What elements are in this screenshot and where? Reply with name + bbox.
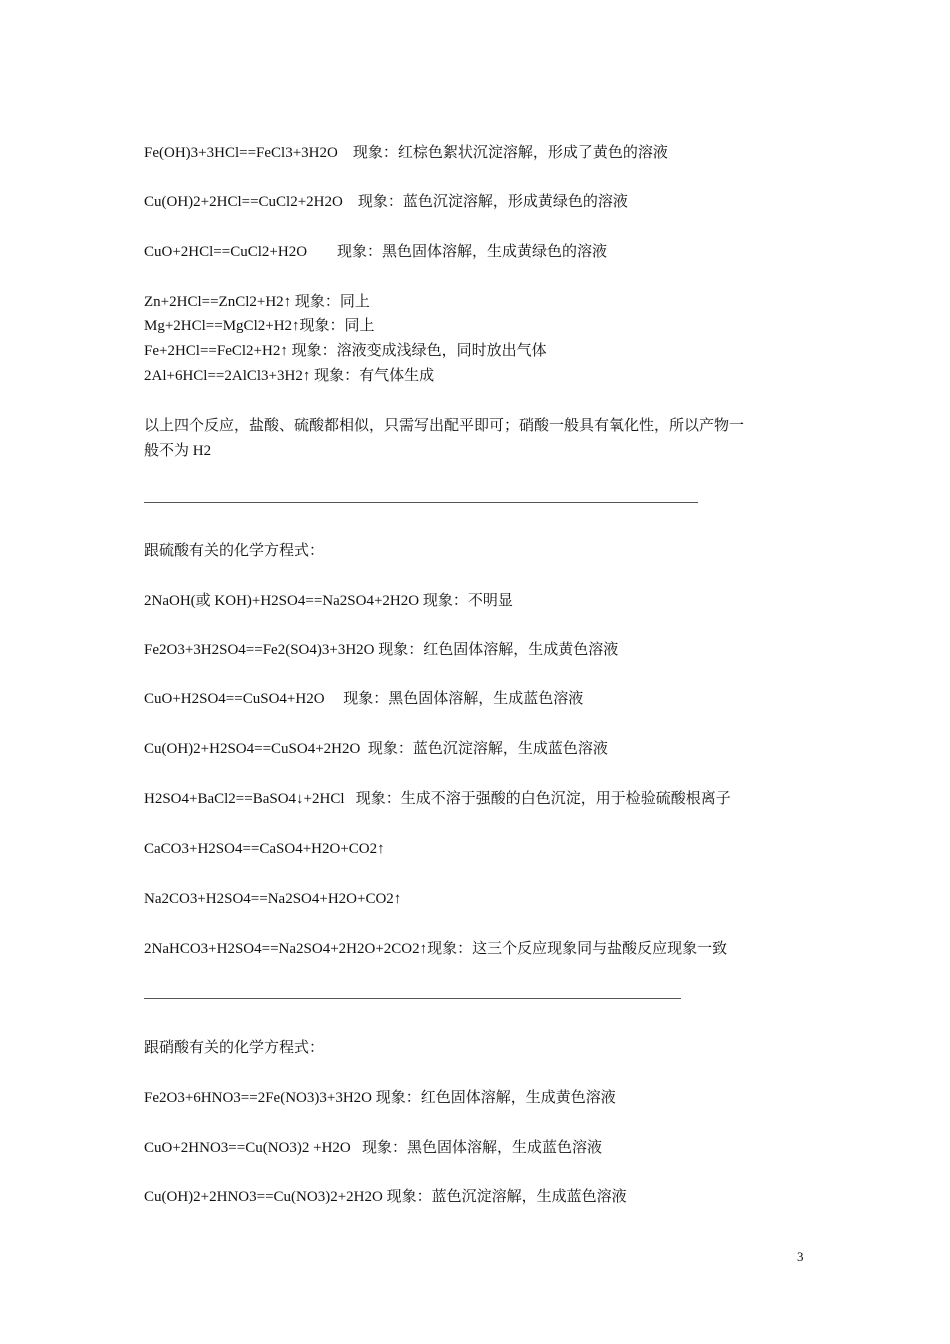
equation-line: H2SO4+BaCl2==BaSO4↓+2HCl 现象：生成不溶于强酸的白色沉淀，用于检验硫酸根离子 bbox=[144, 791, 731, 807]
page-number: 3 bbox=[797, 1249, 804, 1264]
equation-line: 2NaOH(或 KOH)+H2SO4==Na2SO4+2H2O 现象：不明显 bbox=[144, 593, 513, 609]
section-divider bbox=[144, 998, 681, 999]
note-paragraph-line: 般不为 H2 bbox=[144, 443, 212, 459]
equation-line: Cu(OH)2+2HCl==CuCl2+2H2O 现象：蓝色沉淀溶解，形成黄绿色的溶液 bbox=[144, 194, 628, 210]
equation-line: Cu(OH)2+2HNO3==Cu(NO3)2+2H2O 现象：蓝色沉淀溶解，生成蓝色溶液 bbox=[144, 1189, 627, 1205]
section-divider bbox=[144, 502, 698, 503]
equation-line: CaCO3+H2SO4==CaSO4+H2O+CO2↑ bbox=[144, 841, 385, 857]
equation-line: Na2CO3+H2SO4==Na2SO4+H2O+CO2↑ bbox=[144, 891, 402, 907]
section-heading: 跟硝酸有关的化学方程式： bbox=[144, 1040, 325, 1056]
equation-line: CuO+H2SO4==CuSO4+H2O 现象：黑色固体溶解，生成蓝色溶液 bbox=[144, 691, 584, 707]
equation-line: CuO+2HNO3==Cu(NO3)2 +H2O 现象：黑色固体溶解，生成蓝色溶液 bbox=[144, 1140, 602, 1156]
equation-line: Cu(OH)2+H2SO4==CuSO4+2H2O 现象：蓝色沉淀溶解，生成蓝色溶液 bbox=[144, 741, 608, 757]
equation-line: Fe(OH)3+3HCl==FeCl3+3H2O 现象：红棕色絮状沉淀溶解，形成了黄色的溶液 bbox=[144, 145, 668, 161]
equation-line: 2NaHCO3+H2SO4==Na2SO4+2H2O+2CO2↑现象：这三个反应现象同与盐酸反应现象一致 bbox=[144, 941, 728, 957]
note-paragraph-line: 以上四个反应，盐酸、硫酸都相似，只需写出配平即可；硝酸一般具有氧化性，所以产物一 bbox=[144, 418, 745, 434]
section-heading: 跟硫酸有关的化学方程式： bbox=[144, 543, 325, 559]
equation-line: CuO+2HCl==CuCl2+H2O 现象：黑色固体溶解，生成黄绿色的溶液 bbox=[144, 244, 608, 260]
equation-line: Fe2O3+3H2SO4==Fe2(SO4)3+3H2O 现象：红色固体溶解，生成黄色溶液 bbox=[144, 642, 619, 658]
equation-line: Zn+2HCl==ZnCl2+H2↑ 现象：同上 bbox=[144, 294, 370, 310]
equation-line: 2Al+6HCl==2AlCl3+3H2↑ 现象：有气体生成 bbox=[144, 368, 435, 384]
equation-line: Fe+2HCl==FeCl2+H2↑ 现象：溶液变成浅绿色，同时放出气体 bbox=[144, 343, 547, 359]
equation-line: Fe2O3+6HNO3==2Fe(NO3)3+3H2O 现象：红色固体溶解，生成黄色溶液 bbox=[144, 1090, 616, 1106]
equation-line: Mg+2HCl==MgCl2+H2↑现象：同上 bbox=[144, 318, 375, 334]
